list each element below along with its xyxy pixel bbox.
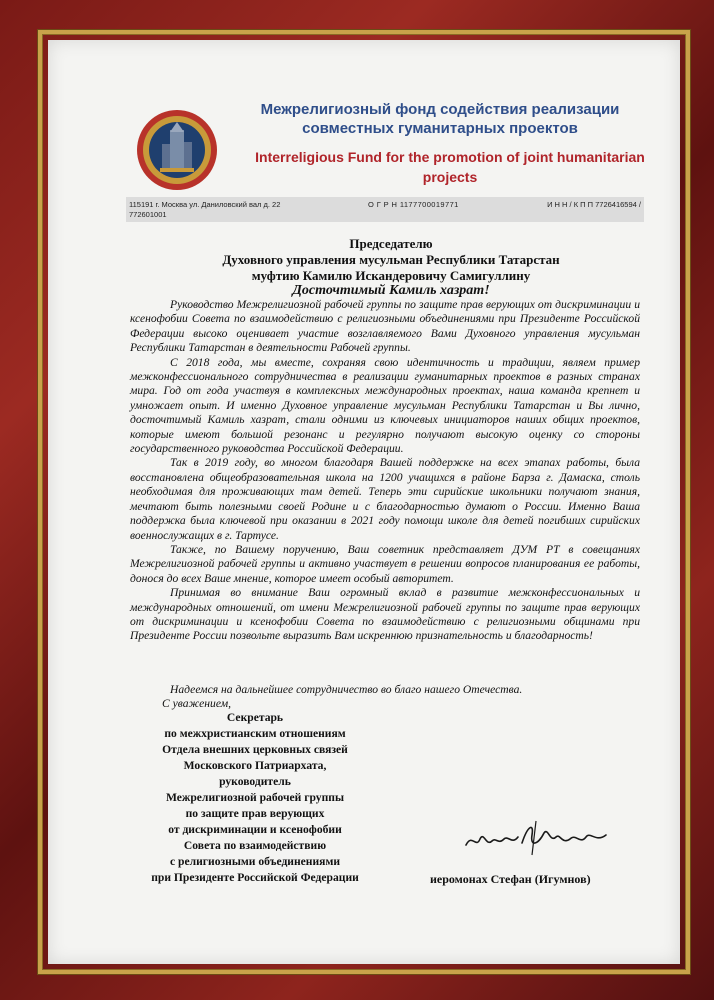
requisites-bar xyxy=(126,197,644,222)
closing-hope: Надеемся на дальнейшее сотрудничество во благо нашего Отечества. xyxy=(170,683,523,696)
closing-block xyxy=(130,683,640,712)
addressee-line: Духовного управления мусульман Республики Татарстан xyxy=(222,252,560,267)
signer-title-line: от дискриминации и ксенофобии xyxy=(168,823,342,836)
ogrn-text: О Г Р Н 1177700019771 xyxy=(368,200,459,209)
signer-title-line: с религиозными объединениями xyxy=(169,855,341,868)
signer-title-line: при Президенте Российской Федерации xyxy=(151,871,359,884)
signer-title-line: Отдела внешних церковных связей xyxy=(162,743,348,756)
signer-title-line: по межхристианским отношениям xyxy=(164,727,346,740)
signer-title-line: Межрелигиозной рабочей группы xyxy=(166,791,344,804)
body-paragraph: Принимая во внимание Ваш огромный вклад в развитие межконфессиональных и международных отношений, от имени Межрелигиозной рабочей группы по защите прав верующих от дискриминации и ксенофобии Совета по взаимодействию с религиозными общинами при Президенте России позвольте выразить Вам искреннюю признательность и благодарность! xyxy=(130,586,640,643)
fund-logo-emblem xyxy=(110,108,244,192)
signer-title-line: Московского Патриархата, xyxy=(183,759,327,772)
body-paragraph: Так в 2019 году, во многом благодаря Вашей поддержке на всех этапах работы, была восстановлена общеобразовательная школа на 1200 учащихся в районе Барза г. Дамаска, столь необходимая для проживающих там детей. Теперь эти сирийские школьники получают знания, мечтают быть полезными своей Родине и с благодарностью думают о России. Именно Ваша поддержка была ключевой при оказании в 2021 году помощи школе для детей погибших сирийских военнослужащих в г. Тартусе. xyxy=(130,456,640,542)
addressee-line: муфтию Камилю Искандеровичу Самигуллину xyxy=(251,268,531,283)
fund-name-english: Interreligious Fund for the promotion of joint humanitarian projects xyxy=(255,149,645,185)
signer-title-block xyxy=(130,710,380,886)
signer-title-line: Совета по взаимодействию xyxy=(183,839,327,852)
letter-body xyxy=(130,298,640,644)
address-text: 115191 г. Москва ул. Даниловский вал д. 22 xyxy=(129,200,281,209)
body-paragraph: Руководство Межрелигиозной рабочей группы по защите прав верующих от дискриминации и ксенофобии Совета по взаимодействию с религиозными объединениями при Президенте Российской Федерации высоко оценивает участие возглавляемого Вами Духовного управления мусульман Республики Татарстан в деятельности Рабочей группы. xyxy=(130,298,640,355)
signer-title-line: руководитель xyxy=(219,775,291,788)
handwritten-signature xyxy=(462,815,612,860)
kpp-tail-text: 772601001 xyxy=(129,210,167,219)
addressee-line: Председателю xyxy=(349,236,433,251)
salutation: Досточтимый Камиль хазрат! xyxy=(292,283,490,298)
closing-regards: С уважением, xyxy=(162,697,232,711)
signer-title-line: по защите прав верующих xyxy=(185,807,325,820)
fund-name-russian: Межрелигиозный фонд содействия реализации совместных гуманитарных проектов xyxy=(260,101,620,137)
body-paragraph: Также, по Вашему поручению, Ваш советник представляет ДУМ РТ в совещаниях Межрелигиозной рабочей группы и активно участвует в решении вопросов планирования ее работы, донося до всех Ваше мнение, которое имеет особый авторитет. xyxy=(130,542,640,585)
signer-name: иеромонах Стефан (Игумнов) xyxy=(430,872,591,886)
body-paragraph: С 2018 года, мы вместе, сохраняя свою идентичность и традиции, являем пример межконфессионального сотрудничества в реализации гуманитарных проектов в разных странах мира. Год от года участвуя в комплексных международных проектах, наша команда крепнет и умножает опыт. И именно Духовное управление мусульман Республики Татарстан и Вы лично, досточтимый Камиль хазрат, стали одними из ключевых инициаторов наших общих проектов, которые имеют большой резонанс и регулярно получают высокую оценку со стороны государственного руководства Российской Федерации. xyxy=(130,355,640,456)
signer-title-line: Секретарь xyxy=(226,711,284,724)
inn-kpp-text: И Н Н / К П П 7726416594 / xyxy=(547,200,641,209)
addressee-block xyxy=(136,236,646,284)
